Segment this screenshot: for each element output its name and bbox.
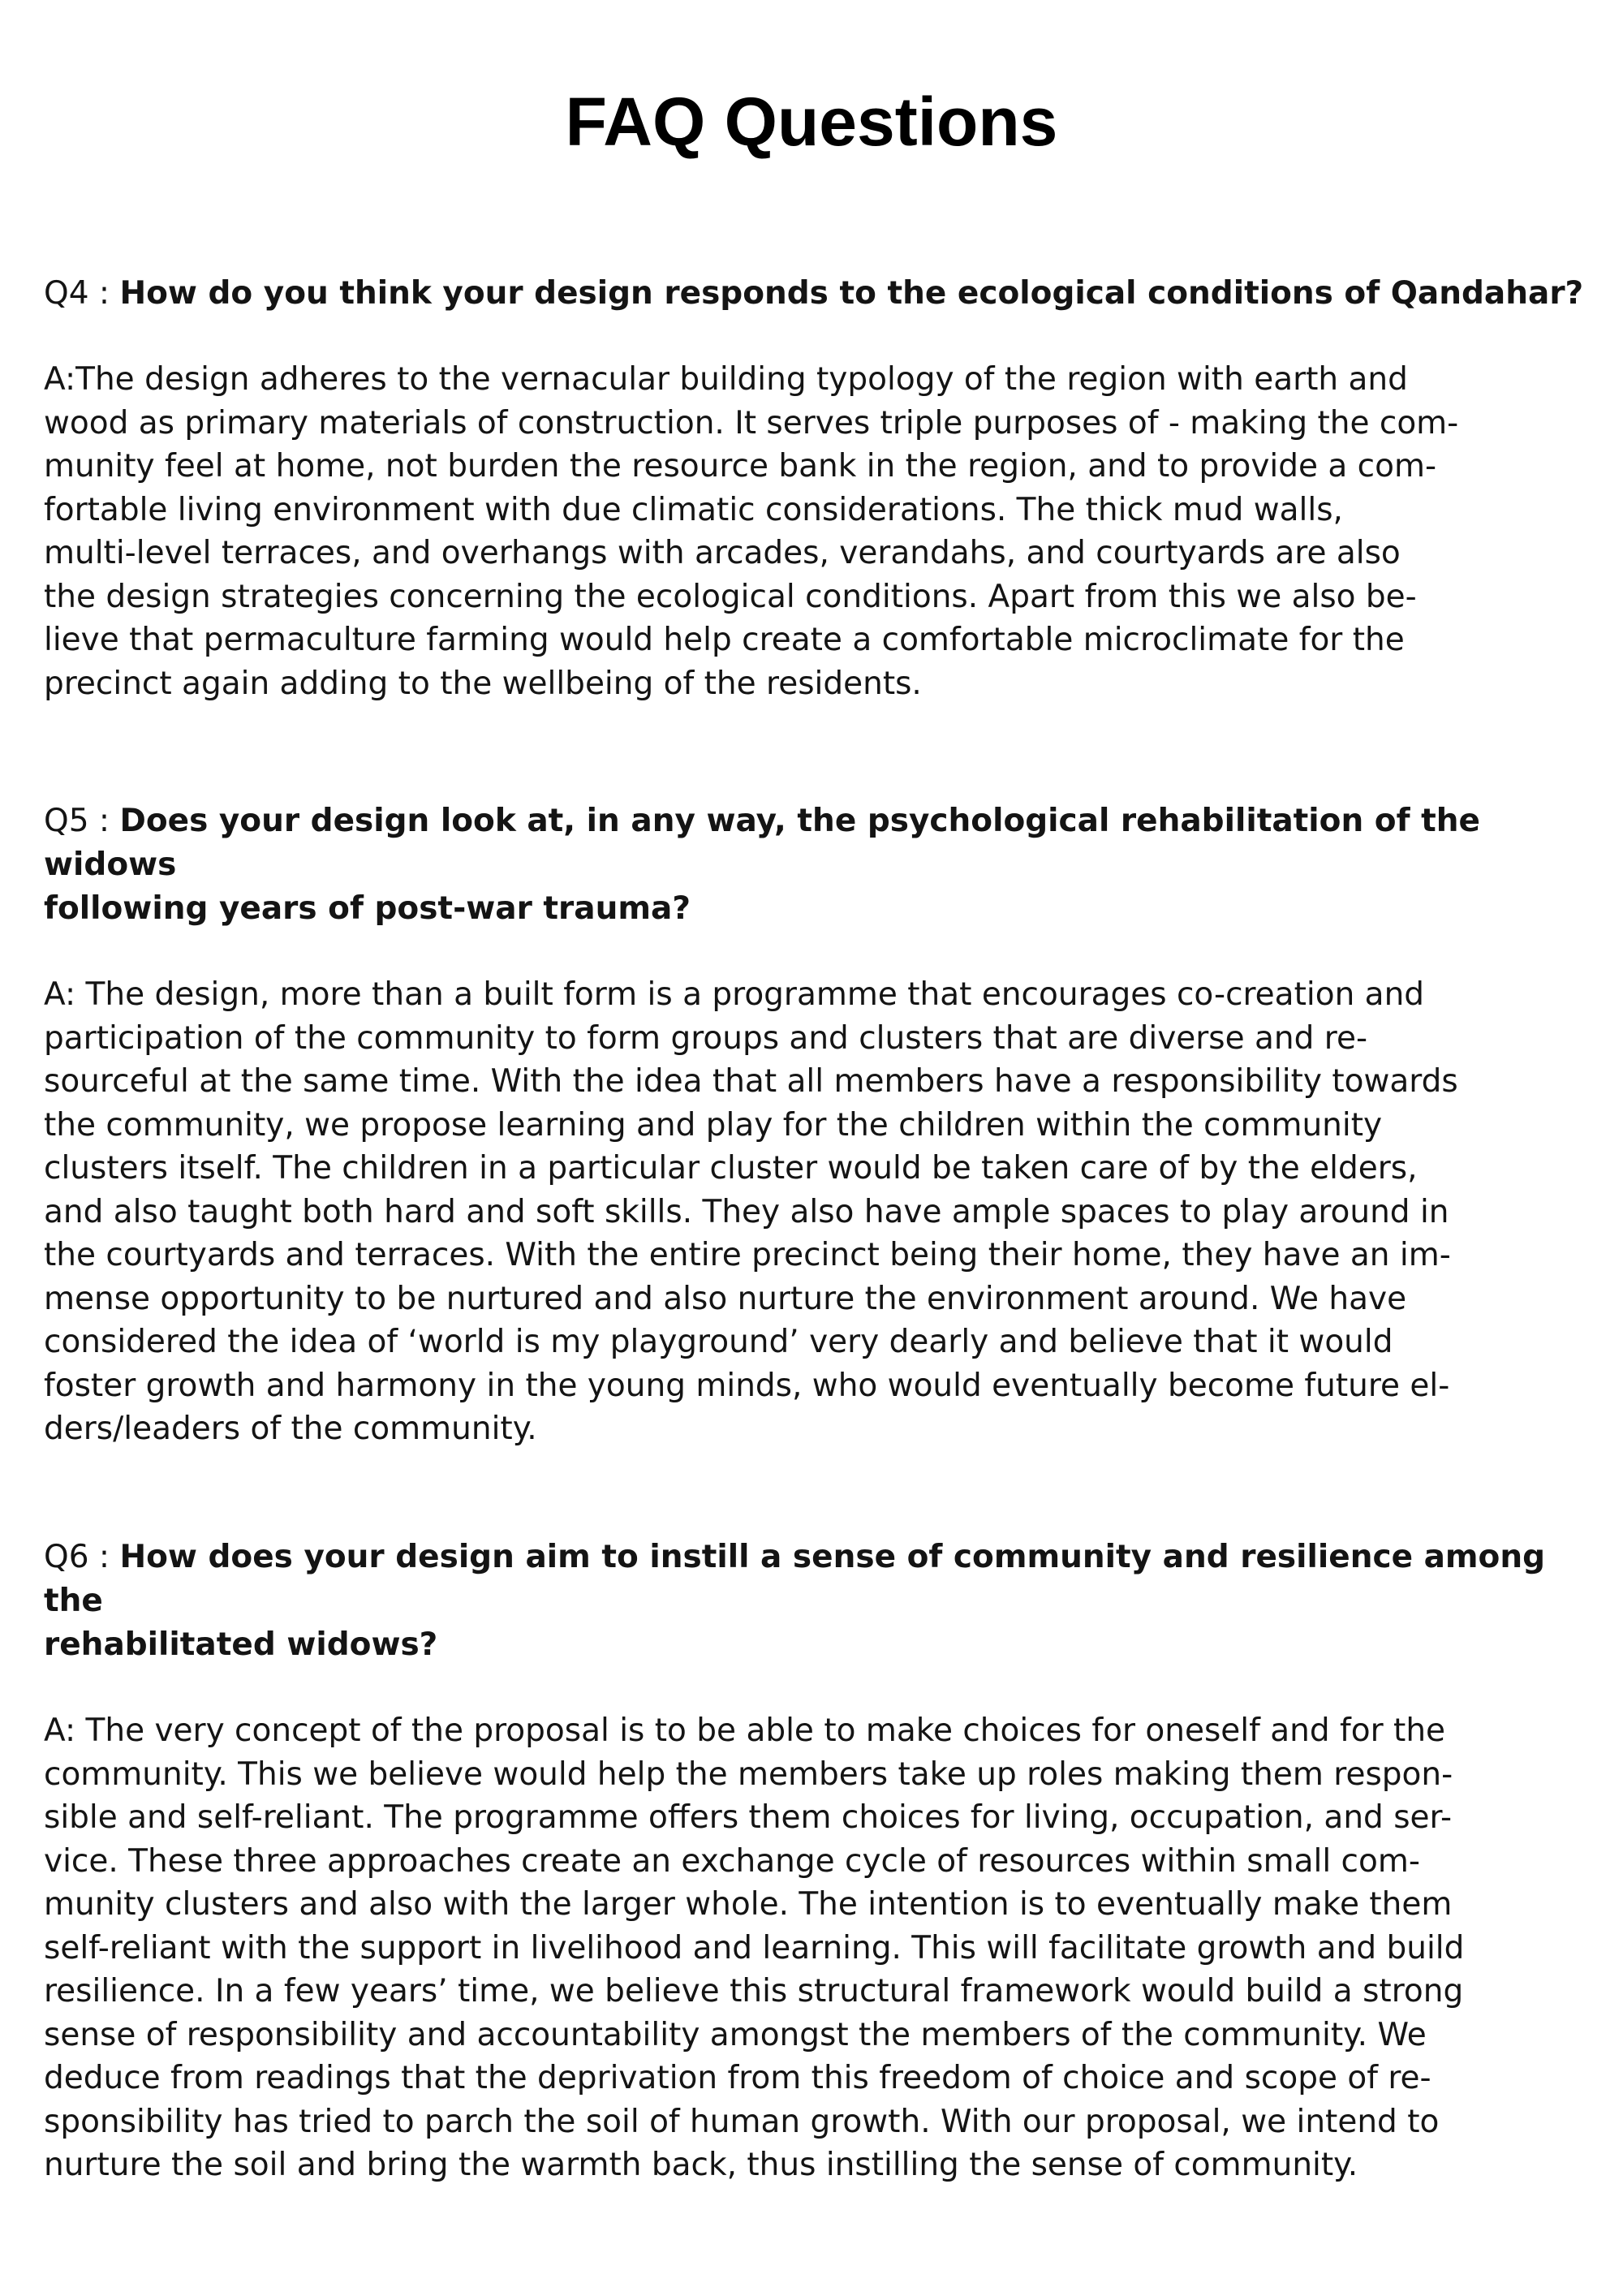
answer-line: mense opportunity to be nurtured and also nurture the environment around. We have (44, 1280, 1407, 1317)
faq-question (44, 272, 1586, 316)
question-text: rehabilitated widows? (44, 1626, 438, 1663)
answer-line: the community, we propose learning and play for the children within the community (44, 1106, 1383, 1144)
answer-line: participation of the community to form groups and clusters that are diverse and re- (44, 1019, 1368, 1057)
question-text: How does your design aim to instill a sense of community and resilience among the (44, 1539, 1546, 1619)
faq-answer (44, 973, 1586, 1451)
answer-line: vice. These three approaches create an exchange cycle of resources within small com- (44, 1842, 1420, 1880)
answer-line: sible and self-reliant. The programme offers them choices for living, occupation, and ser- (44, 1799, 1453, 1836)
faq-item-q5 (44, 799, 1586, 1451)
answer-line: the courtyards and terraces. With the entire precinct being their home, they have an im- (44, 1237, 1451, 1273)
question-text: How do you think your design responds to the ecological conditions of Qandahar? (119, 275, 1584, 312)
answer-line: self-reliant with the support in livelihood and learning. This will facilitate growth and build (44, 1929, 1465, 1966)
answer-line: fortable living environment with due climatic considerations. The thick mud walls, (44, 491, 1343, 528)
question-number: Q5 : (44, 803, 120, 839)
question-number: Q4 : (44, 275, 120, 312)
answer-line: considered the idea of ‘world is my playground’ very dearly and believe that it would (44, 1324, 1393, 1360)
answer-line: precinct again adding to the wellbeing of the residents. (44, 665, 922, 702)
answer-line: multi-level terraces, and overhangs with arcades, verandahs, and courtyards are also (44, 535, 1401, 571)
answer-line: and also taught both hard and soft skills. They also have ample spaces to play around in (44, 1193, 1449, 1230)
answer-line: nurture the soil and bring the warmth back, thus instilling the sense of community. (44, 2147, 1358, 2183)
page-title: FAQ Questions (565, 84, 1058, 160)
question-text: Does your design look at, in any way, the psychological rehabilitation of the widows (44, 803, 1480, 883)
answer-line: ders/leaders of the community. (44, 1411, 537, 1447)
answer-line: clusters itself. The children in a particular cluster would be taken care of by the elders, (44, 1150, 1418, 1187)
answer-line: sponsibility has tried to parch the soil of human growth. With our proposal, we intend to (44, 2103, 1440, 2140)
faq-item-q6 (44, 1536, 1586, 2187)
answer-line: munity clusters and also with the larger whole. The intention is to eventually make them (44, 1886, 1453, 1923)
faq-answer (44, 1709, 1586, 2187)
faq-question (44, 799, 1586, 931)
faq-answer (44, 358, 1586, 705)
answer-line: A: The very concept of the proposal is to be able to make choices for oneself and for the (44, 1712, 1446, 1749)
answer-line: the design strategies concerning the ecological conditions. Apart from this we also be- (44, 578, 1417, 615)
faq-item-q4 (44, 272, 1586, 705)
faq-question (44, 1536, 1586, 1667)
answer-line: lieve that permaculture farming would help create a comfortable microclimate for the (44, 622, 1405, 658)
answer-line: A: The design, more than a built form is a programme that encourages co-creation and (44, 976, 1425, 1013)
answer-line: deduce from readings that the deprivation from this freedom of choice and scope of re- (44, 2060, 1431, 2096)
answer-line: sourceful at the same time. With the idea that all members have a responsibility towards (44, 1063, 1458, 1100)
answer-line: wood as primary materials of construction. It serves triple purposes of - making the com- (44, 404, 1459, 442)
answer-line: resilience. In a few years’ time, we believe this structural framework would build a strong (44, 1973, 1464, 2010)
question-text: following years of post-war trauma? (44, 890, 691, 927)
question-number: Q6 : (44, 1539, 120, 1575)
answer-line: community. This we believe would help the members take up roles making them respon- (44, 1755, 1453, 1793)
answer-line: foster growth and harmony in the young minds, who would eventually become future el- (44, 1367, 1450, 1404)
answer-line: munity feel at home, not burden the resource bank in the region, and to provide a com- (44, 448, 1437, 485)
answer-line: sense of responsibility and accountability amongst the members of the community. We (44, 2016, 1427, 2053)
answer-line: A:The design adheres to the vernacular building typology of the region with earth and (44, 361, 1408, 398)
